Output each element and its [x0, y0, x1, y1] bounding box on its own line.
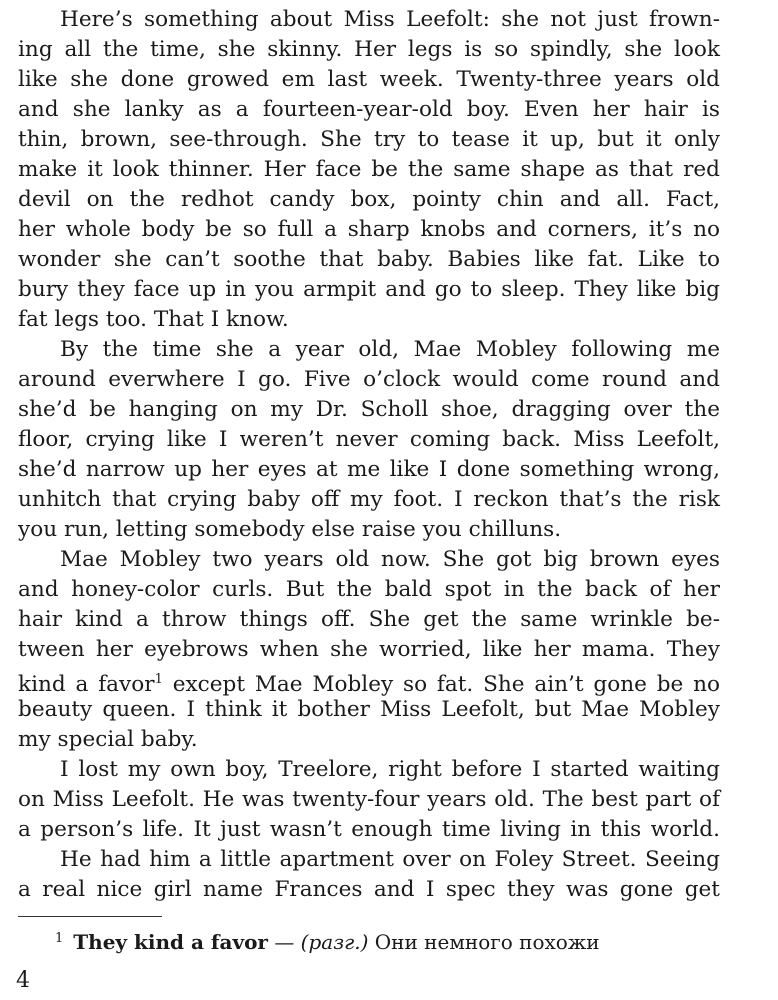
footnote-term: They kind a favor — [73, 930, 268, 954]
text-line: like she done growed em last week. Twenty-three years old — [18, 67, 720, 92]
text-line: ing all the time, she skinny. Her legs is so spindly, she look — [18, 37, 720, 62]
text-line: He had him a little apartment over on Foley Street. Seeing — [60, 847, 720, 872]
text-line: By the time she a year old, Mae Mobley following me — [60, 337, 720, 362]
text-line: bury they face up in you armpit and go to sleep. They like big — [18, 277, 720, 302]
text-line: wonder she can’t soothe that baby. Babies like fat. Like to — [18, 247, 720, 272]
text-line: unhitch that crying baby off my foot. I reckon that’s the risk — [18, 487, 720, 512]
text-line: I lost my own boy, Treelore, right before I started waiting — [60, 757, 720, 782]
text-line: around everwhere I go. Five o’clock would come round and — [18, 367, 720, 392]
text-line: Here’s something about Miss Leefolt: she not just frown- — [60, 7, 720, 32]
text-line-with-footnote — [18, 665, 720, 695]
footnote-dash: — — [274, 930, 295, 954]
text-line: her whole body be so full a sharp knobs and corners, it’s no — [18, 217, 720, 242]
footnote-usage-note: (разг.) — [300, 930, 369, 954]
text-line: tween her eyebrows when she worried, like her mama. They — [18, 637, 720, 662]
text-line: and she lanky as a fourteen-year-old boy. Even her hair is — [18, 97, 720, 122]
footnote-divider — [18, 916, 162, 917]
text-fragment: except Mae Mobley so fat. She ain’t gone be no — [172, 672, 720, 697]
footnote-number: 1 — [55, 931, 64, 946]
text-line: my special baby. — [18, 727, 198, 752]
text-line: and honey-color curls. But the bald spot in the back of her — [18, 577, 720, 602]
text-line: fat legs too. That I know. — [18, 307, 289, 332]
footnote-translation: Они немного похожи — [374, 930, 600, 954]
footnote-marker: 1 — [154, 672, 163, 687]
text-line: thin, brown, see-through. She try to tease it up, but it only — [18, 127, 720, 152]
text-line: on Miss Leefolt. He was twenty-four years old. The best part of — [18, 787, 720, 812]
text-line: you run, letting somebody else raise you chilluns. — [18, 517, 562, 542]
text-line: a person’s life. It just wasn’t enough time living in this world. — [18, 817, 720, 842]
footnote — [55, 925, 600, 956]
text-line: floor, crying like I weren’t never coming back. Miss Leefolt, — [18, 427, 720, 452]
text-line: make it look thinner. Her face be the same shape as that red — [18, 157, 720, 182]
text-line: devil on the redhot candy box, pointy chin and all. Fact, — [18, 187, 720, 212]
page-number: 4 — [16, 968, 30, 993]
text-line: she’d be hanging on my Dr. Scholl shoe, dragging over the — [18, 397, 720, 422]
text-line: a real nice girl name Frances and I spec they was gone get — [18, 877, 720, 902]
text-line: beauty queen. I think it bother Miss Leefolt, but Mae Mobley — [18, 697, 720, 722]
text-line: Mae Mobley two years old now. She got big brown eyes — [60, 547, 720, 572]
text-line: hair kind a throw things off. She get the same wrinkle be- — [18, 607, 720, 632]
text-fragment: kind a favor — [18, 672, 155, 697]
text-line: she’d narrow up her eyes at me like I done something wrong, — [18, 457, 720, 482]
